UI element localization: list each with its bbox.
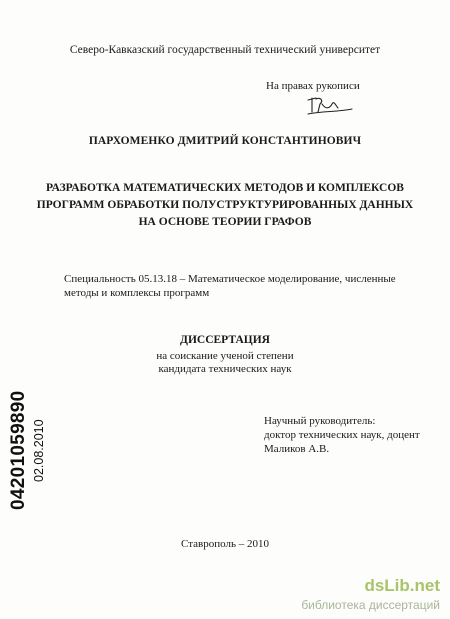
city-year: Ставрополь – 2010 (181, 538, 269, 550)
specialty-block (64, 272, 396, 300)
watermark-tagline: библиотека диссертаций (301, 598, 440, 612)
specialty-line: Специальность 05.13.18 – Математическое моделирование, численные (64, 273, 396, 285)
manuscript-note: На правах рукописи (266, 80, 360, 92)
watermark (268, 576, 448, 616)
degree-line: кандидата технических наук (158, 363, 292, 375)
dissertation-title (0, 180, 450, 231)
advisor-line: доктор технических наук, доцент (264, 429, 420, 441)
title-line: РАЗРАБОТКА МАТЕМАТИЧЕСКИХ МЕТОДОВ И КОМПЛЕКСОВ (46, 182, 404, 194)
university-name: Северо-Кавказский государственный технический университет (69, 44, 381, 56)
handwritten-signature (302, 92, 358, 118)
title-line: ПРОГРАММ ОБРАБОТКИ ПОЛУСТРУКТУРИРОВАННЫХ ДАННЫХ (36, 199, 414, 211)
library-stamp-number: 04201059890 (8, 390, 29, 510)
advisor-line: Маликов А.В. (264, 443, 330, 455)
library-stamp (8, 360, 48, 510)
degree-line: на соискание ученой степени (156, 350, 294, 362)
author-name: ПАРХОМЕНКО ДМИТРИЙ КОНСТАНТИНОВИЧ (88, 135, 362, 147)
degree-sought (0, 350, 450, 376)
advisor-line: Научный руководитель: (264, 415, 376, 427)
specialty-line: методы и комплексы программ (64, 287, 210, 299)
library-stamp-date: 02.08.2010 (32, 419, 46, 482)
watermark-logo: dsLib.net (364, 576, 440, 595)
title-line: НА ОСНОВЕ ТЕОРИИ ГРАФОВ (138, 216, 312, 228)
scientific-advisor (264, 414, 420, 456)
dissertation-heading: ДИССЕРТАЦИЯ (180, 334, 270, 346)
